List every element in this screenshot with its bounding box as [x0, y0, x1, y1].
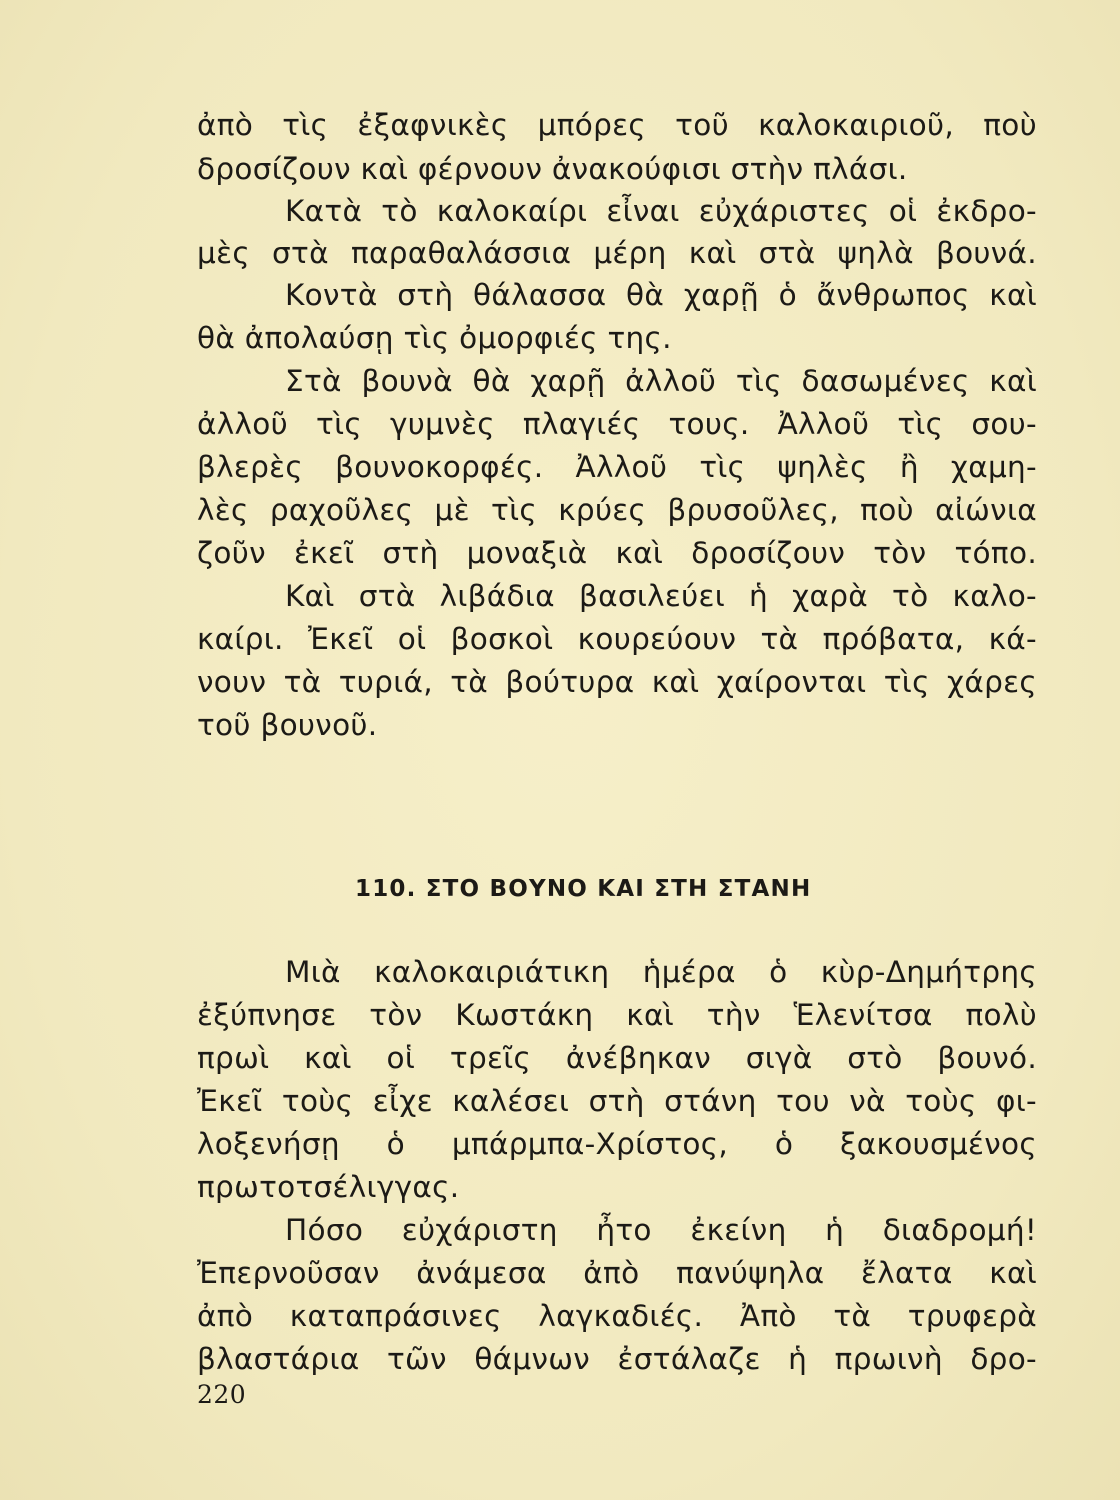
text-line: Στὰ βουνὰ θὰ χαρῇ ἀλλοῦ τὶς δασωμένες καὶ — [285, 364, 1037, 398]
text-line: πρωὶ καὶ οἱ τρεῖς ἀνέβηκαν σιγὰ στὸ βουνό. — [197, 1041, 1037, 1075]
text-line: θὰ ἀπολαύσῃ τὶς ὀμορφιές της. — [197, 321, 672, 355]
text-line: δροσίζουν καὶ φέρνουν ἀνακούφισι στὴν πλάσι. — [197, 152, 908, 186]
text-line: ἀπὸ καταπράσινες λαγκαδιές. Ἀπὸ τὰ τρυφερὰ — [197, 1299, 1037, 1333]
text-line: ἀπὸ τὶς ἐξαφνικὲς μπόρες τοῦ καλοκαιριοῦ, ποὺ — [197, 108, 1037, 142]
text-line: Ἐπερνοῦσαν ἀνάμεσα ἀπὸ πανύψηλα ἔλατα καὶ — [197, 1256, 1037, 1290]
text-line: μὲς στὰ παραθαλάσσια μέρη καὶ στὰ ψηλὰ βουνά. — [197, 236, 1037, 270]
text-line: λοξενήσῃ ὁ μπάρμπα-Χρίστος, ὁ ξακουσμένος — [197, 1127, 1037, 1161]
text-line: τοῦ βουνοῦ. — [197, 708, 378, 742]
text-line: Πόσο εὐχάριστη ἦτο ἐκείνη ἡ διαδρομή! — [285, 1213, 1037, 1247]
text-line: Μιὰ καλοκαιριάτικη ἡμέρα ὁ κὺρ-Δημήτρης — [285, 955, 1037, 989]
text-line: Κατὰ τὸ καλοκαίρι εἶναι εὐχάριστες οἱ ἐκδρο- — [285, 194, 1037, 228]
text-line: βλαστάρια τῶν θάμνων ἐστάλαζε ἡ πρωινὴ δρο- — [197, 1342, 1037, 1376]
text-line: ζοῦν ἐκεῖ στὴ μοναξιὰ καὶ δροσίζουν τὸν τόπο. — [197, 536, 1037, 570]
text-line: ἀλλοῦ τὶς γυμνὲς πλαγιές τους. Ἀλλοῦ τὶς σου- — [197, 407, 1037, 441]
text-line: Ἐκεῖ τοὺς εἶχε καλέσει στὴ στάνη του νὰ τοὺς φι- — [197, 1084, 1037, 1118]
section-heading: 110. ΣΤΟ ΒΟΥΝΟ ΚΑΙ ΣΤΗ ΣΤΑΝΗ — [355, 876, 812, 902]
text-line: νουν τὰ τυριά, τὰ βούτυρα καὶ χαίρονται τὶς χάρες — [197, 665, 1037, 699]
text-line: Καὶ στὰ λιβάδια βασιλεύει ἡ χαρὰ τὸ καλο- — [285, 579, 1037, 613]
text-line: λὲς ραχοῦλες μὲ τὶς κρύες βρυσοῦλες, ποὺ αἰώνια — [197, 493, 1037, 527]
text-line: Κοντὰ στὴ θάλασσα θὰ χαρῇ ὁ ἄνθρωπος καὶ — [285, 278, 1037, 312]
text-line: ἐξύπνησε τὸν Κωστάκη καὶ τὴν Ἑλενίτσα πολὺ — [197, 998, 1037, 1032]
text-line: πρωτοτσέλιγγας. — [197, 1170, 460, 1204]
text-line: καίρι. Ἐκεῖ οἱ βοσκοὶ κουρεύουν τὰ πρόβατα, κά- — [197, 622, 1037, 656]
text-line: βλερὲς βουνοκορφές. Ἀλλοῦ τὶς ψηλὲς ἢ χαμη- — [197, 450, 1037, 484]
page-number: 220 — [197, 1380, 247, 1409]
